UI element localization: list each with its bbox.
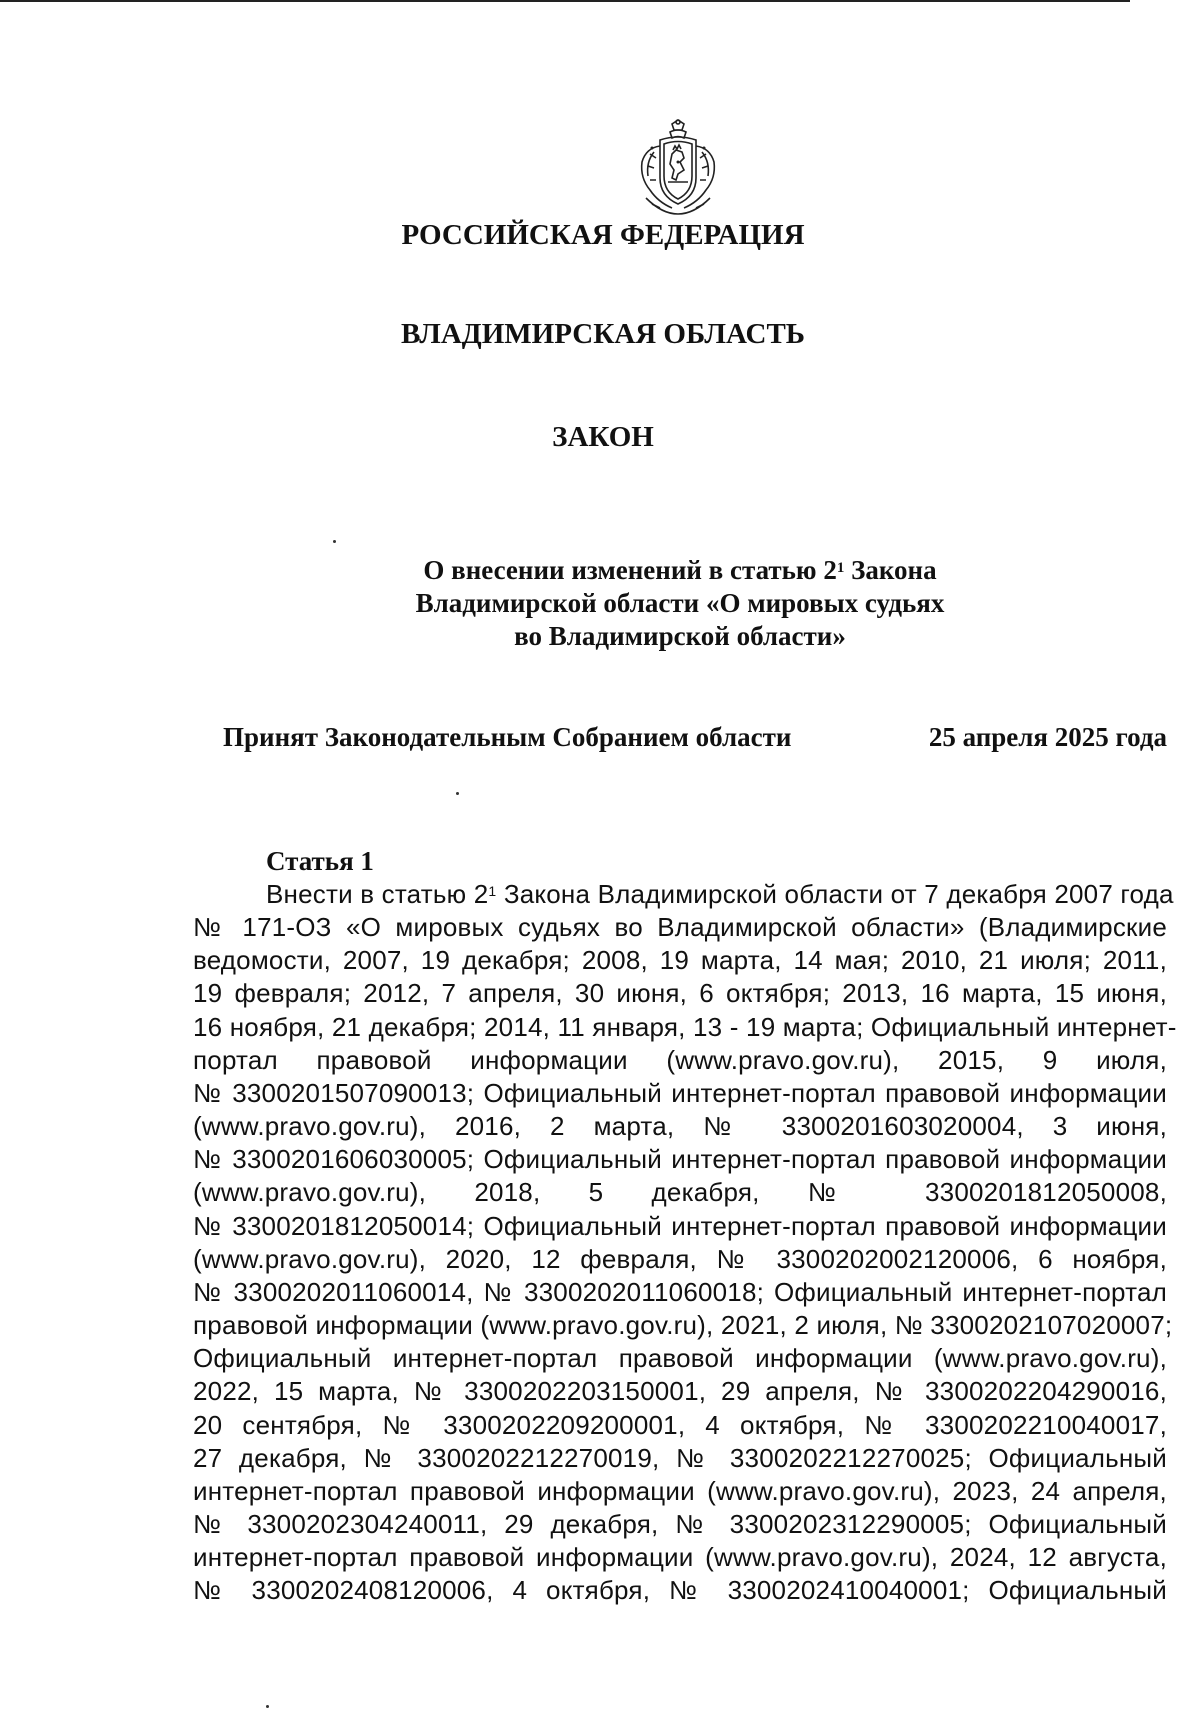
- article-1-line: 2022, 15 марта, № 3300202203150001, 29 апреля, № 3300202204290016,: [193, 1376, 1167, 1407]
- article-1-line: № 3300202304240011, 29 декабря, № 3300202312290005; Официальный: [193, 1508, 1167, 1539]
- adoption-date: 25 апреля 2025 года: [928, 722, 1167, 752]
- article-1-line: портал правовой информации (www.pravo.gov.ru), 2015, 9 июля,: [193, 1044, 1167, 1075]
- law-title-line-1: О внесении изменений в статью $2^1$ Закона: [423, 555, 937, 585]
- law-title-line-2: Владимирской области «О мировых судьях: [415, 588, 945, 618]
- article-1-line: № 3300201812050014; Официальный интернет-портал правовой информации: [193, 1210, 1167, 1241]
- article-1-line: ведомости, 2007, 19 декабря; 2008, 19 марта, 14 мая; 2010, 21 июля; 2011,: [193, 945, 1167, 976]
- document-type-heading: ЗАКОН: [552, 421, 654, 453]
- article-1-body: [193, 878, 1177, 1607]
- top-border-line: [0, 0, 1130, 2]
- coat-of-arms-icon: [632, 118, 724, 218]
- article-1-line: № 171-ОЗ «О мировых судьях во Владимирской области» (Владимирские: [193, 912, 1167, 943]
- article-1-line: № 3300201507090013; Официальный интернет-портал правовой информации: [193, 1077, 1167, 1108]
- country-heading: РОССИЙСКАЯ ФЕДЕРАЦИЯ: [401, 219, 805, 251]
- article-1-line: (www.pravo.gov.ru), 2016, 2 марта, № 3300201603020004, 3 июня,: [193, 1111, 1167, 1142]
- article-1-line: (www.pravo.gov.ru), 2018, 5 декабря, № 3300201812050008,: [193, 1177, 1167, 1208]
- scan-speck: [266, 1705, 269, 1708]
- article-1-line: № 3300201606030005; Официальный интернет-портал правовой информации: [193, 1144, 1167, 1175]
- law-title-line-3: во Владимирской области»: [514, 621, 846, 651]
- scan-speck: [456, 792, 459, 795]
- article-1-line: интернет-портал правовой информации (www.pravo.gov.ru), 2024, 12 августа,: [193, 1542, 1167, 1573]
- law-title: [360, 554, 1000, 653]
- article-1-line: 16 ноября, 21 декабря; 2014, 11 января, 13 - 19 марта; Официальный интернет-: [193, 1011, 1177, 1042]
- article-1-first-line: Внести в статью $2^1$ Закона Владимирской области от 7 декабря 2007 года: [266, 879, 1174, 909]
- adoption-body: Принят Законодательным Собранием области: [223, 722, 792, 752]
- article-1-line: 27 декабря, № 3300202212270019, № 3300202212270025; Официальный: [193, 1442, 1167, 1473]
- article-1-line: (www.pravo.gov.ru), 2020, 12 февраля, № 3300202002120006, 6 ноября,: [193, 1243, 1167, 1274]
- article-1-line: № 3300202408120006, 4 октября, № 3300202410040001; Официальный: [193, 1575, 1167, 1606]
- article-1-line: 20 сентября, № 3300202209200001, 4 октября, № 3300202210040017,: [193, 1409, 1167, 1440]
- article-1-heading: Статья 1: [266, 846, 374, 876]
- article-1-line: № 3300202011060014, № 3300202011060018; Официальный интернет-портал: [193, 1276, 1167, 1307]
- scan-speck: [333, 540, 336, 543]
- article-1-line: Официальный интернет-портал правовой информации (www.pravo.gov.ru),: [193, 1343, 1167, 1374]
- region-heading: ВЛАДИМИРСКАЯ ОБЛАСТЬ: [401, 318, 805, 350]
- article-1-line: интернет-портал правовой информации (www.pravo.gov.ru), 2023, 24 апреля,: [193, 1475, 1167, 1506]
- article-1-line: 19 февраля; 2012, 7 апреля, 30 июня, 6 октября; 2013, 16 марта, 15 июня,: [193, 978, 1167, 1009]
- article-1-line: правовой информации (www.pravo.gov.ru), 2021, 2 июля, № 3300202107020007;: [193, 1310, 1173, 1341]
